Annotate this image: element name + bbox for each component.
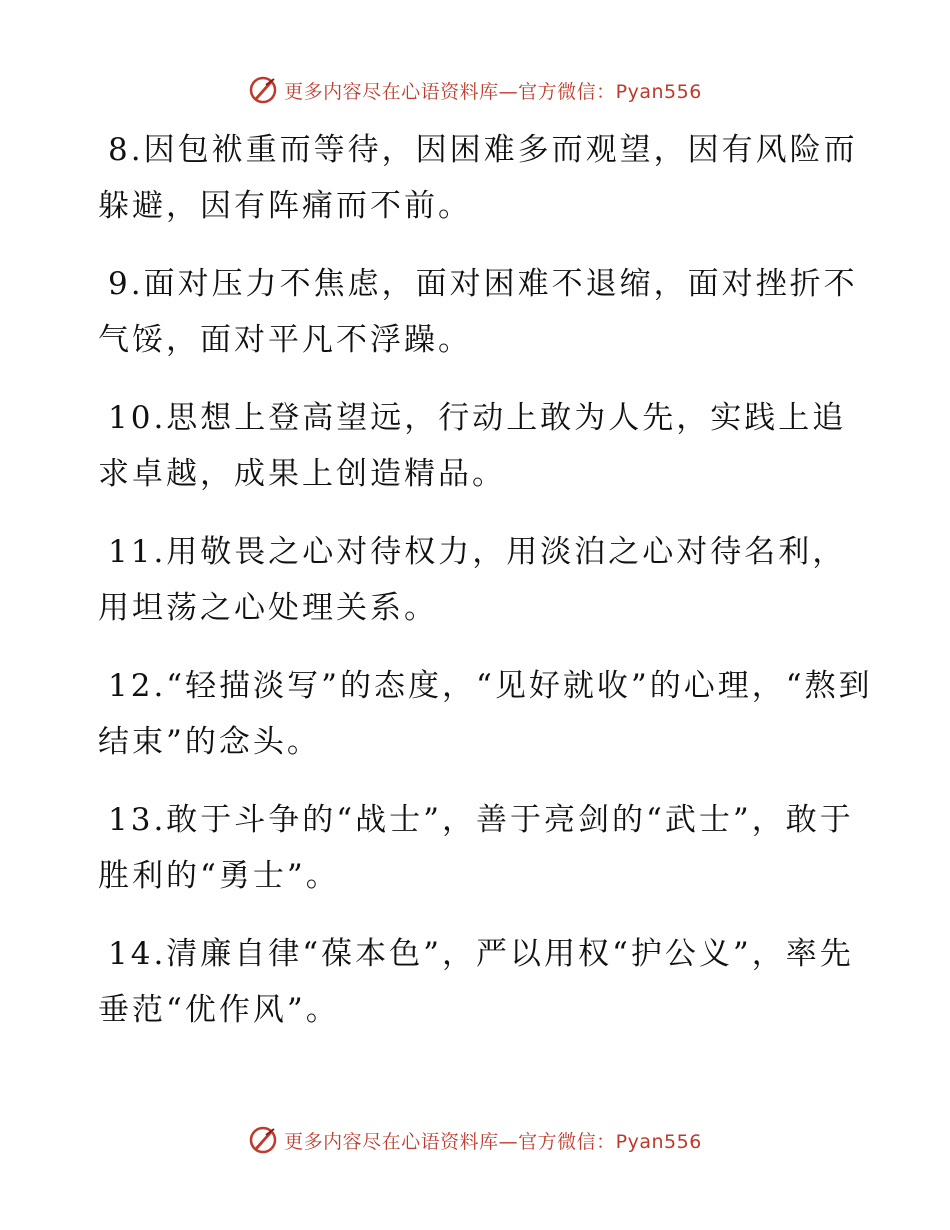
list-item: 13.敢于斗争的“战士”，善于亮剑的“武士”，敢于胜利的“勇士”。	[98, 802, 854, 894]
watermark-text: 更多内容尽在心语资料库—官方微信：Pyan556	[284, 1130, 702, 1153]
header-watermark	[0, 70, 950, 110]
list-item: 9.面对压力不焦虑，面对困难不退缩，面对挫折不气馁，面对平凡不浮躁。	[98, 266, 858, 358]
list-item: 8.因包袱重而等待，因困难多而观望，因有风险而躲避，因有阵痛而不前。	[98, 132, 858, 224]
quill-logo-icon	[248, 1125, 278, 1155]
document-body	[98, 122, 878, 1060]
list-item: 10.思想上登高望远，行动上敢为人先，实践上追求卓越，成果上创造精品。	[98, 400, 847, 492]
quill-logo-icon	[248, 75, 278, 105]
list-item: 14.清廉自律“葆本色”，严以用权“护公义”，率先垂范“优作风”。	[98, 936, 854, 1028]
footer-watermark	[0, 1120, 950, 1160]
list-item: 12.“轻描淡写”的态度，“见好就收”的心理，“熬到结束”的念头。	[98, 668, 873, 760]
list-item: 11.用敬畏之心对待权力，用淡泊之心对待名利，用坦荡之心处理关系。	[98, 534, 847, 626]
watermark-text: 更多内容尽在心语资料库—官方微信：Pyan556	[284, 80, 702, 103]
